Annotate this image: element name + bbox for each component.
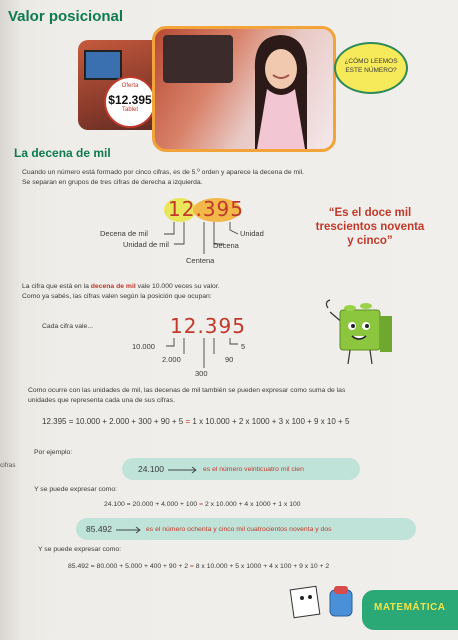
para2-pre: La cifra que está en la [22,283,91,290]
para2-bold: decena de mil [90,283,136,290]
price-tag [104,76,156,128]
tablet-image [84,50,122,80]
number-dot: . [195,197,203,221]
arrow-icon [168,466,200,474]
subject-label: MATEMÁTICA [374,602,446,613]
arrow-icon [116,526,144,534]
girl-photo [152,26,336,152]
value-5: 5 [241,342,246,351]
intro-line-1: Cuando un número está formado por cinco cifras, es de 5.º orden y aparece la decena de mil. [22,169,305,176]
express-label-2: Y se puede expresar como: [38,546,121,553]
label-unidad: Unidad [240,229,264,238]
value-90: 90 [225,355,234,364]
equation-2-equals: = [199,501,204,508]
quote-line-1: “Es el doce mil [328,207,412,219]
equation-1 [42,417,349,427]
offer-label: Oferta [121,83,139,89]
value-10000: 10.000 [132,342,155,351]
example-2-text: es el número ochenta y cinco mil cuatrocientos noventa y dos [146,526,332,533]
equation-2-right: 2 x 10.000 + 4 x 1000 + 1 x 100 [204,501,301,508]
value-2000: 2.000 [162,355,181,364]
label-unidad-de-mil: Unidad de mil [123,240,169,249]
example-1-number: 24.100 [138,464,164,474]
example-2-number: 85.492 [86,524,112,534]
bubble-line-2: ESTE NÚMERO? [345,67,397,74]
equation-2 [104,500,301,510]
bubble-line-1: ¿CÓMO LEEMOS [344,58,398,65]
number-left: 12 [168,197,196,221]
equation-3 [68,562,329,572]
subject-tab [362,590,458,630]
label-decena-de-mil: Decena de mil [100,229,148,238]
speech-bubble [334,42,408,94]
example-1-text: es el número veinticuatro mil cien [203,466,304,473]
express-label-1: Y se puede expresar como: [34,486,117,493]
para2-line-1 [22,282,220,292]
section-title: La decena de mil [14,146,111,160]
school-supplies-icon [280,582,362,622]
lego-mascot [322,296,402,370]
reading-quote [300,206,440,248]
product-label: Tablet [121,107,138,113]
para2-post: vale 10.000 veces su valor. [135,283,220,290]
para3-line-1: Como ocurre con las unidades de mil, las decenas de mil también se pueden expresar como suma de las [28,387,346,394]
para3-line-2: unidades que representa cada una de sus cifras. [28,397,175,404]
label-decena: Decena [213,241,239,250]
margin-text: cifras [0,462,16,469]
label-centena: Centena [186,256,215,265]
quote-line-3: y cinco” [347,235,393,247]
price-value: $12.395 [108,93,152,107]
equation-2-left: 24.100 = 20.000 + 4.000 + 100 [104,501,198,508]
diagram-number [168,197,244,221]
equation-3-left: 85.492 = 80.000 + 5.000 + 400 + 90 + 2 [68,563,188,570]
equation-3-right: 8 x 10.000 + 5 x 1000 + 4 x 100 + 9 x 10 + 2 [195,563,330,570]
page-title: Valor posicional [8,8,124,25]
number-right: 395 [202,197,244,221]
equation-1-right: 1 x 10.000 + 2 x 1000 + 3 x 100 + 9 x 10 + 5 [192,417,350,426]
intro-line-2: Se separan en grupos de tres cifras de derecha a izquierda. [22,179,203,186]
diagram2-caption: Cada cifra vale... [42,323,93,330]
example-label: Por ejemplo: [34,449,73,456]
equation-1-left: 12.395 = 10.000 + 2.000 + 300 + 90 + 5 [42,417,184,426]
value-300: 300 [195,369,208,378]
equation-1-equals: = [185,417,191,426]
girl-illustration [245,31,317,149]
equation-3-equals: = [189,563,194,570]
diagram2-number: 12.395 [170,314,246,338]
quote-line-2: trescientos noventa [315,221,425,233]
shelf-image [163,35,233,83]
para2-line-2: Como ya sabés, las cifras valen según la posición que ocupan: [22,293,212,300]
